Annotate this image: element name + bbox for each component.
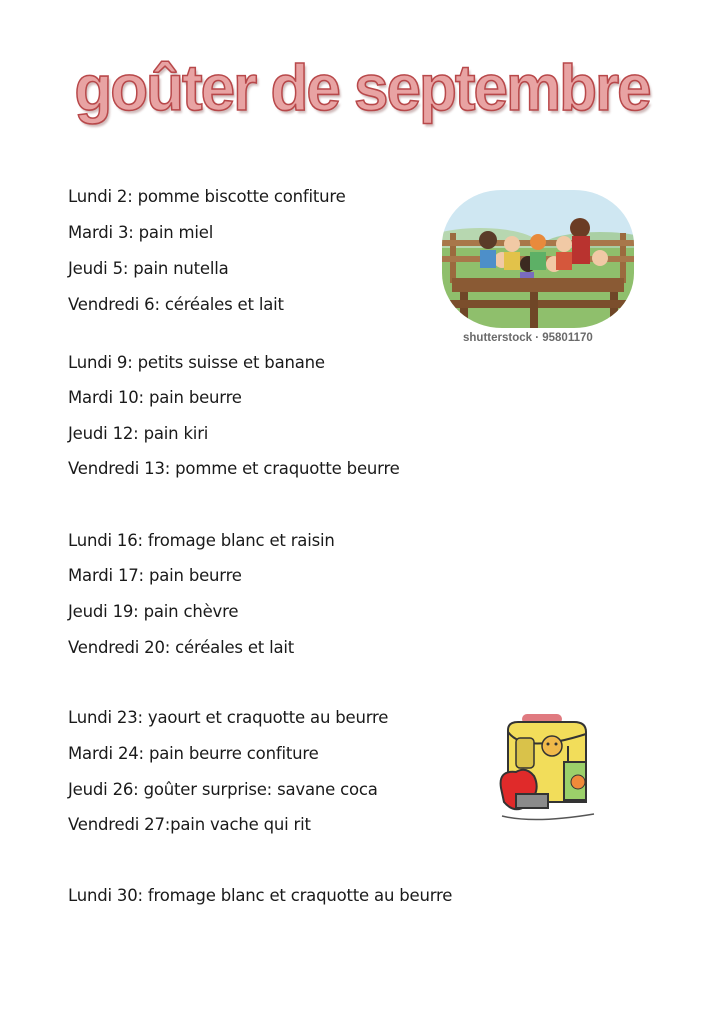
menu-item: Vendredi 20: céréales et lait bbox=[68, 638, 295, 657]
image-credit: shutterstock · 95801170 bbox=[463, 332, 593, 344]
menu-item: Lundi 2: pomme biscotte confiture bbox=[68, 187, 346, 206]
menu-item: Jeudi 19: pain chèvre bbox=[68, 602, 239, 621]
menu-item: Mardi 3: pain miel bbox=[68, 223, 214, 242]
menu-item: Mardi 17: pain beurre bbox=[68, 566, 242, 585]
menu-item: Lundi 30: fromage blanc et craquotte au beurre bbox=[68, 886, 453, 905]
menu-item: Lundi 23: yaourt et craquotte au beurre bbox=[68, 708, 389, 727]
menu-item: Lundi 16: fromage blanc et raisin bbox=[68, 531, 335, 550]
menu-item: Vendredi 13: pomme et craquotte beurre bbox=[68, 459, 400, 478]
menu-item: Mardi 24: pain beurre confiture bbox=[68, 744, 319, 763]
menu-item: Lundi 9: petits suisse et banane bbox=[68, 353, 325, 372]
menu-item: Jeudi 26: goûter surprise: savane coca bbox=[68, 780, 378, 799]
schoolbag-illustration bbox=[494, 710, 610, 826]
menu-item: Vendredi 6: céréales et lait bbox=[68, 295, 284, 314]
menu-item: Mardi 10: pain beurre bbox=[68, 388, 242, 407]
menu-item: Jeudi 5: pain nutella bbox=[68, 259, 229, 278]
page-title: goûter de septembre bbox=[74, 52, 650, 125]
menu-item: Vendredi 27:pain vache qui rit bbox=[68, 815, 311, 834]
menu-item: Jeudi 12: pain kiri bbox=[68, 424, 209, 443]
picnic-illustration bbox=[440, 188, 636, 344]
